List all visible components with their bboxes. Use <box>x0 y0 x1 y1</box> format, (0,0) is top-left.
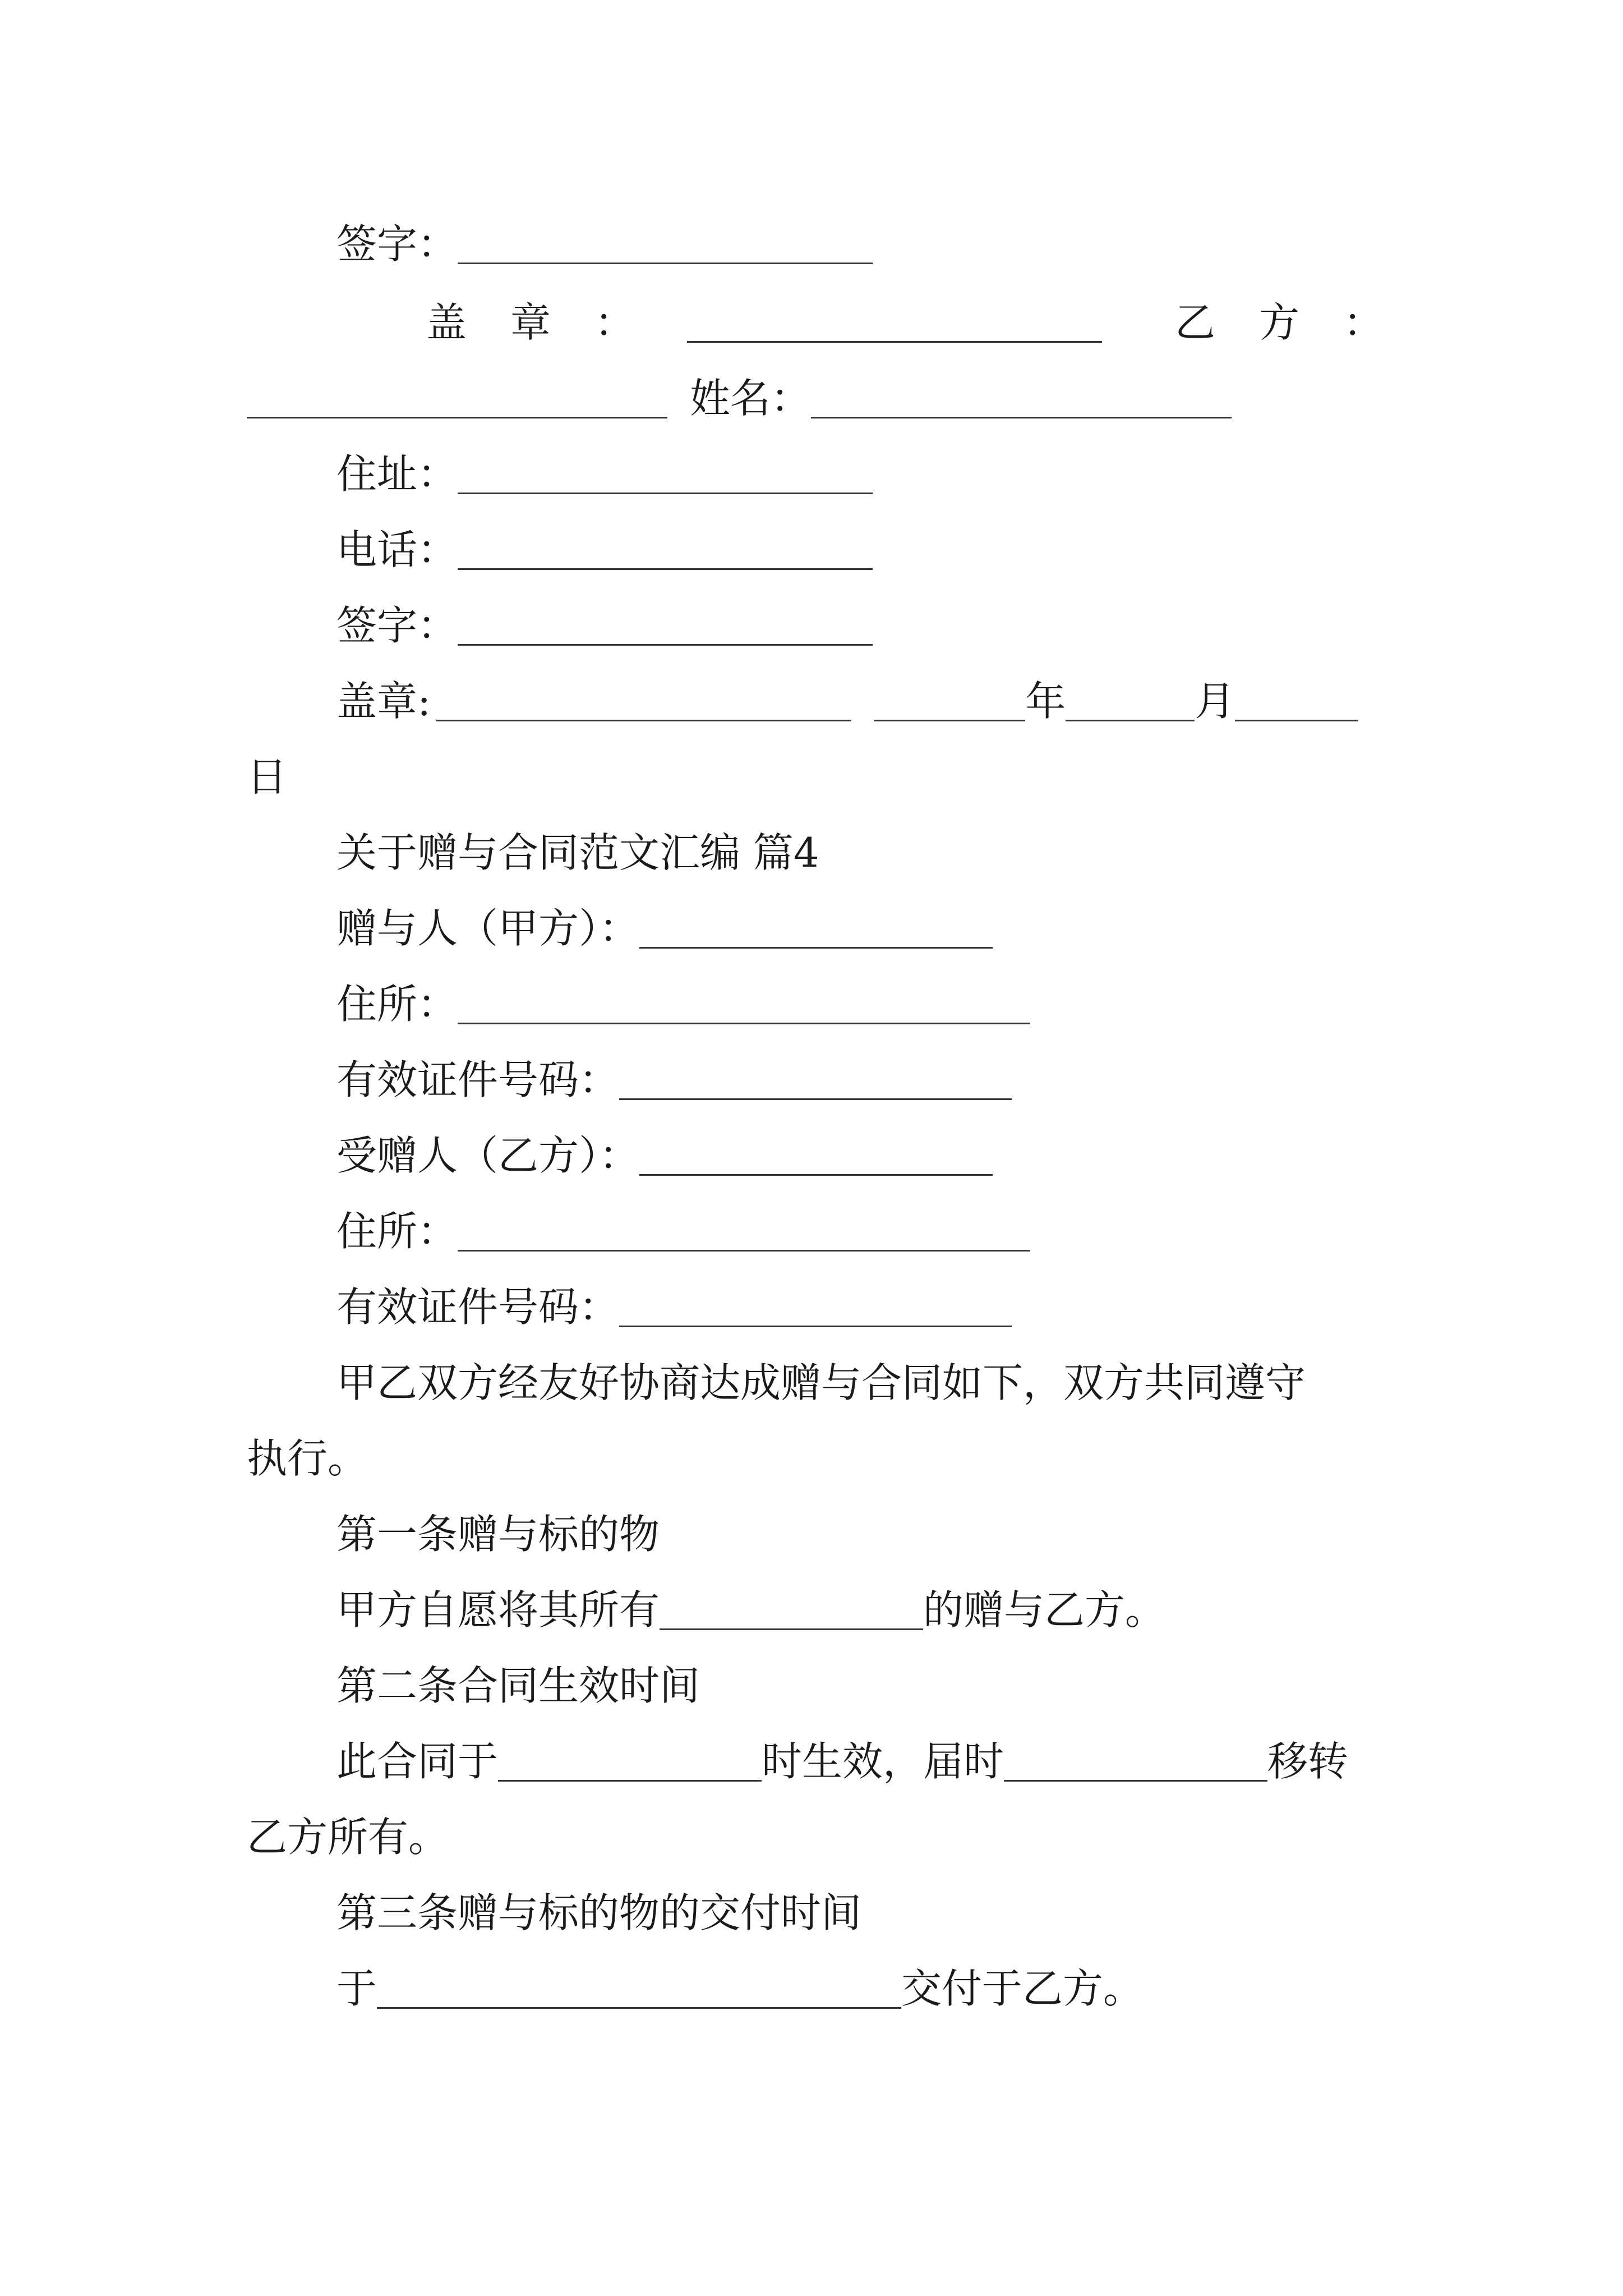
party-a-sign-line <box>336 216 873 272</box>
gift-item-blank <box>660 1589 923 1630</box>
donor-id-blank <box>619 1059 1012 1100</box>
donor-address-line <box>336 976 1030 1032</box>
article-1-text-b: 的赠与乙方。 <box>923 1586 1166 1634</box>
section-title: 关于赠与合同范文汇编 篇4 <box>336 829 819 876</box>
delivery-time-blank <box>377 1968 901 2009</box>
name-label: 姓名： <box>690 375 811 422</box>
donee-address-label: 住所： <box>336 1208 458 1255</box>
donor-blank <box>639 908 993 949</box>
phone-line <box>336 522 873 578</box>
article-2-text-a: 此合同于 <box>336 1738 499 1785</box>
donee-line <box>336 1128 993 1184</box>
donor-id-line <box>336 1052 1012 1108</box>
seal-label: 盖章: <box>336 678 431 725</box>
donee-blank <box>639 1135 993 1176</box>
effective-time-blank <box>498 1741 762 1782</box>
donee-id-label: 有效证件号码： <box>336 1283 620 1331</box>
donor-address-label: 住所： <box>336 981 458 1028</box>
article-1-text-a: 甲方自愿将其所有 <box>336 1586 660 1634</box>
donor-label: 赠与人（甲方）： <box>336 905 640 952</box>
day-blank <box>1235 680 1358 721</box>
donee-label: 受赠人（乙方）： <box>336 1132 640 1179</box>
article-3-text-a: 于 <box>336 1965 377 2012</box>
phone-label: 电话： <box>336 526 458 573</box>
party-b-blank <box>247 378 667 418</box>
article-2-text-d: 乙方所有。 <box>247 1814 449 1861</box>
address-blank <box>458 453 873 494</box>
intro-line-2: 执行。 <box>247 1435 368 1482</box>
article-3-text-b: 交付于乙方。 <box>901 1965 1144 2012</box>
name-blank <box>811 378 1232 418</box>
address-label: 住址： <box>336 450 458 498</box>
party-b-label: 乙方： <box>1175 299 1428 346</box>
party-a-seal-label: 盖章： <box>426 299 679 346</box>
article-3-title: 第三条赠与标的物的交付时间 <box>336 1889 862 1936</box>
party-b-sign-line <box>336 597 873 654</box>
sign-blank <box>458 223 873 264</box>
day-label: 日 <box>247 753 288 800</box>
transfer-item-blank <box>1004 1741 1267 1782</box>
party-a-seal-line <box>687 295 1102 351</box>
article-2-text-b: 时生效，届时 <box>762 1738 1004 1785</box>
article-2-text-c: 移转 <box>1267 1738 1349 1785</box>
article-3-text <box>336 1961 1144 2017</box>
donee-id-blank <box>619 1286 1012 1327</box>
donee-address-blank <box>458 1211 1030 1251</box>
sign-blank <box>458 605 873 646</box>
year-label: 年 <box>1025 678 1066 725</box>
article-1-text <box>336 1582 1165 1638</box>
party-b-name-line <box>247 370 1232 426</box>
seal-blank <box>436 680 851 721</box>
donor-address-blank <box>458 983 1030 1024</box>
donor-id-label: 有效证件号码： <box>336 1056 620 1103</box>
intro-line-1: 甲乙双方经友好协商达成赠与合同如下，双方共同遵守 <box>336 1359 1306 1406</box>
seal-date-line <box>336 673 1358 729</box>
donor-line <box>336 900 993 956</box>
seal-blank <box>687 302 1102 343</box>
year-blank <box>874 680 1025 721</box>
sign-label: 签字： <box>336 602 458 649</box>
article-1-title: 第一条赠与标的物 <box>336 1511 660 1558</box>
month-blank <box>1066 680 1195 721</box>
sign-label: 签字： <box>336 220 458 268</box>
month-label: 月 <box>1195 678 1235 725</box>
article-2-title: 第二条合同生效时间 <box>336 1662 700 1709</box>
phone-blank <box>458 529 873 570</box>
donee-id-line <box>336 1279 1012 1335</box>
address-line <box>336 446 873 502</box>
article-2-text <box>336 1733 1348 1789</box>
donee-address-line <box>336 1203 1030 1259</box>
